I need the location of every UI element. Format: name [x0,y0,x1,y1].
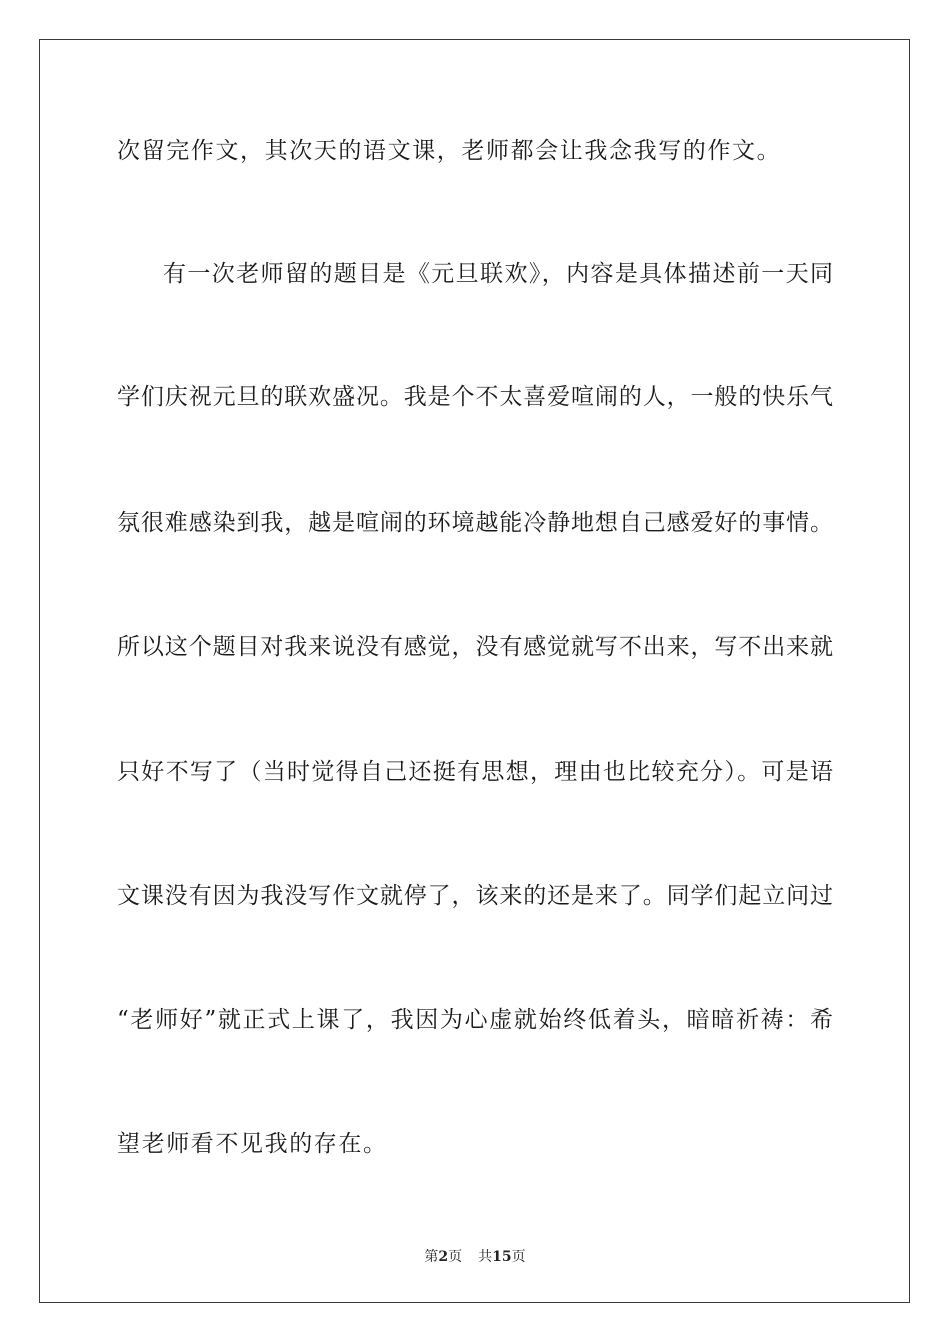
page-prefix: 第 [424,1249,439,1265]
text-line-4: 氛很难感染到我，越是喧闹的环境越能冷静地想自己感爱好的事情。 [117,510,833,536]
text-line-5: 所以这个题目对我来说没有感觉，没有感觉就写不出来，写不出来就 [117,634,833,660]
total-pages: 15 [492,1249,512,1265]
page-footer [0,1248,950,1266]
text-line-3: 学们庆祝元旦的联欢盛况。我是个不太喜爱喧闹的人，一般的快乐气 [117,384,833,410]
total-prefix: 共 [478,1249,493,1265]
text-line-2: 有一次老师留的题目是《元旦联欢》，内容是具体描述前一天同 [163,261,833,287]
text-line-7: 文课没有因为我没写作文就停了，该来的还是来了。同学们起立问过 [117,883,833,909]
text-line-8: “老师好”就正式上课了，我因为心虚就始终低着头，暗暗祈祷：希 [117,1007,833,1033]
total-suffix: 页 [511,1249,526,1265]
page-suffix: 页 [448,1249,463,1265]
text-line-6: 只好不写了（当时觉得自己还挺有思想，理由也比较充分）。可是语 [117,759,833,785]
page-number: 2 [438,1249,449,1265]
text-line-1: 次留完作文，其次天的语文课，老师都会让我念我写的作文。 [117,138,782,164]
text-line-9: 望老师看不见我的存在。 [117,1131,388,1157]
page-frame [39,39,910,1303]
